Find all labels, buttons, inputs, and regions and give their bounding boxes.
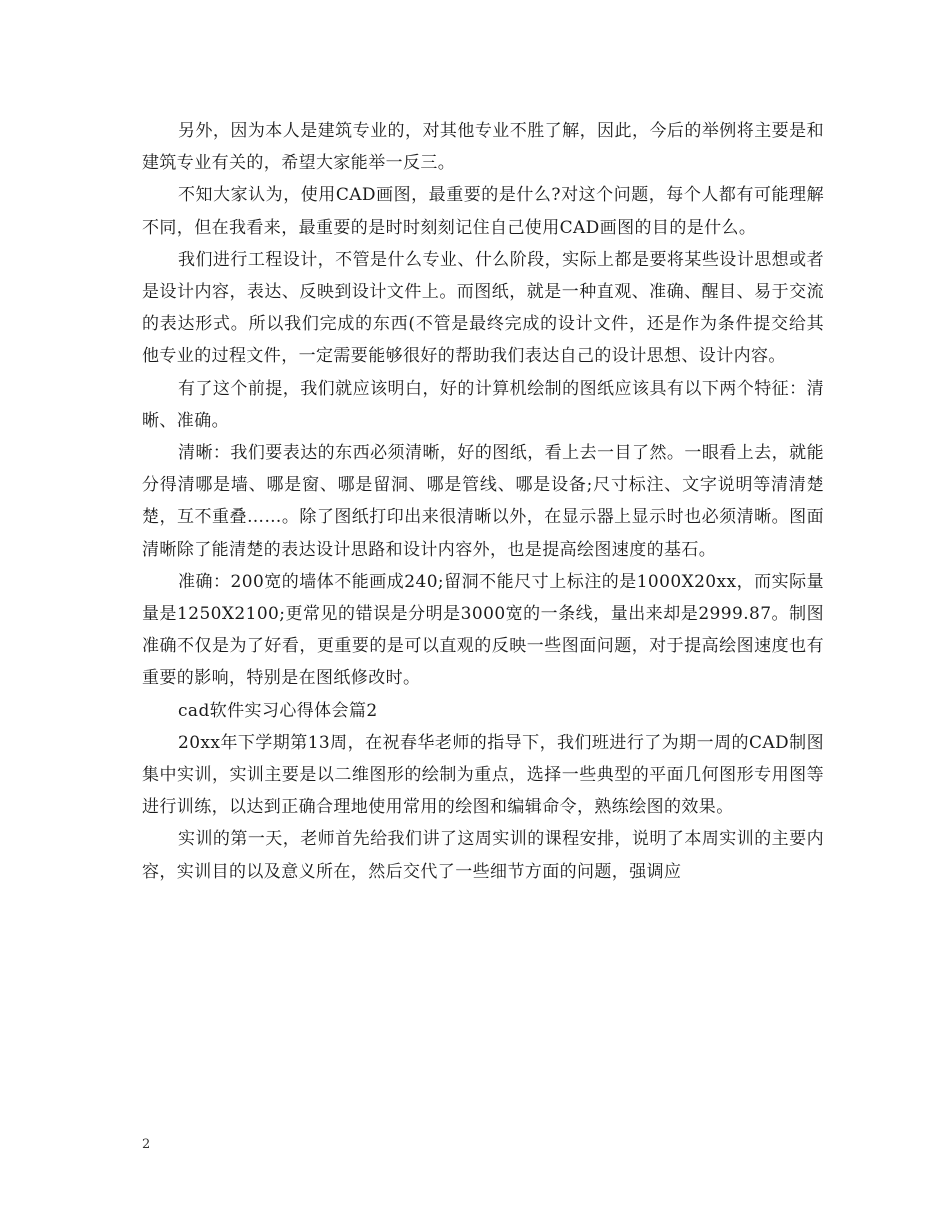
paragraph-clarity: 清晰：我们要表达的东西必须清晰，好的图纸，看上去一目了然。一眼看上去，就能分得清哪是墙、哪是窗、哪是留洞、哪是管线、哪是设备;尺寸标注、文字说明等清清楚楚，互不重叠……。除了图纸打印出来很清晰以外，在显示器上显示时也必须清晰。图面清晰除了能清楚的表达设计思路和设计内容外，也是提高绘图速度的基石。 xyxy=(142,443,824,560)
document-body xyxy=(142,115,824,888)
paragraph-engineering-design: 我们进行工程设计，不管是什么专业、什么阶段，实际上都是要将某些设计思想或者是设计内容，表达、反映到设计文件上。而图纸，就是一种直观、准确、醒目、易于交流的表达形式。所以我们完成的东西(不管是最终完成的设计文件，还是作为条件提交给其他专业的过程文件，一定需要能够很好的帮助我们表达自己的设计思想、设计内容。 xyxy=(142,249,824,367)
paragraph-first-day: 实训的第一天，老师首先给我们讲了这周实训的课程安排，说明了本周实训的主要内容，实训目的以及意义所在，然后交代了一些细节方面的问题，强调应 xyxy=(142,829,824,882)
paragraph-accuracy: 准确：200宽的墙体不能画成240;留洞不能尺寸上标注的是1000X20xx，而实际量量是1250X2100;更常见的错误是分明是3000宽的一条线，量出来却是2999.87。制图准确不仅是为了好看，更重要的是可以直观的反映一些图面问题，对于提高绘图速度也有重要的影响，特别是在图纸修改时。 xyxy=(142,571,824,689)
paragraph-intro: 另外，因为本人是建筑专业的，对其他专业不胜了解，因此，今后的举例将主要是和建筑专业有关的，希望大家能举一反三。 xyxy=(142,121,824,174)
section-heading: cad软件实习心得体会篇2 xyxy=(178,700,378,721)
paragraph-training-intro: 20xx年下学期第13周，在祝春华老师的指导下，我们班进行了为期一周的CAD制图集中实训，实训主要是以二维图形的绘制为重点，选择一些典型的平面几何图形专用图等进行训练，以达到正确合理地使用常用的绘图和编辑命令，熟练绘图的效果。 xyxy=(142,732,824,818)
paragraph-premise: 有了这个前提，我们就应该明白，好的计算机绘制的图纸应该具有以下两个特征：清晰、准确。 xyxy=(142,378,824,431)
page-number: 2 xyxy=(142,1137,151,1152)
paragraph-cad-purpose: 不知大家认为，使用CAD画图，最重要的是什么?对这个问题，每个人都有可能理解不同，但在我看来，最重要的是时时刻刻记住自己使用CAD画图的目的是什么。 xyxy=(142,185,824,238)
